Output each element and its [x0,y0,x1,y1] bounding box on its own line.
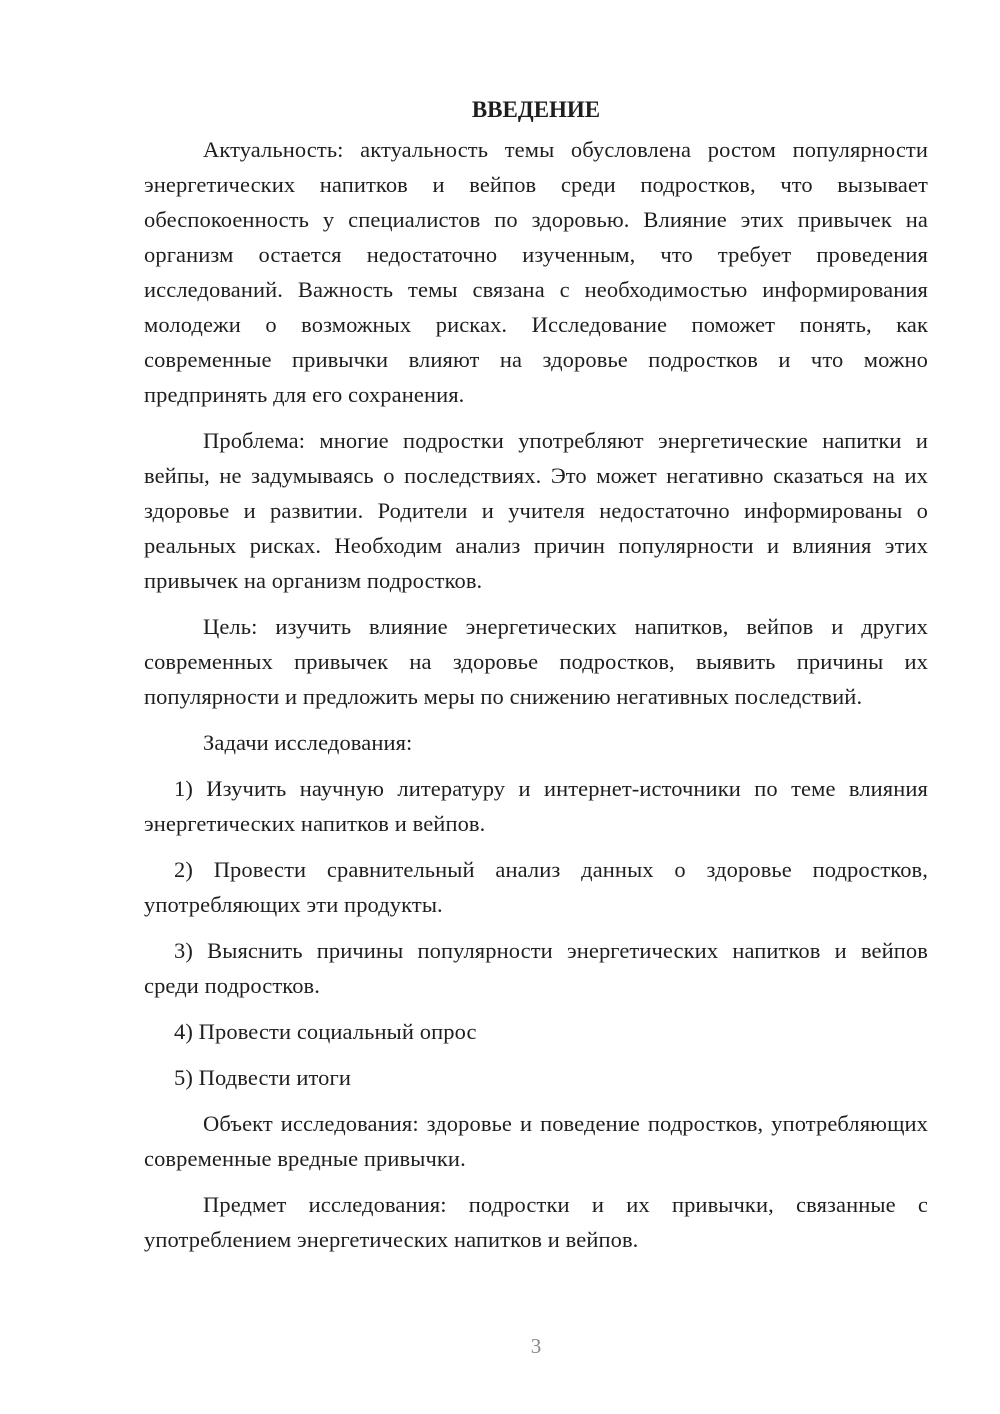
task-item: 4) Провести социальный опрос [174,1019,477,1044]
task-item: 2) Провести сравнительный анализ данных о здоровье подростков, употребляющих эти продукты. [144,857,928,917]
tasks-heading: Задачи исследования: [203,730,413,755]
task-item: 3) Выяснить причины популярности энергетических напитков и вейпов среди подростков. [144,938,928,998]
goal-paragraph: Цель: изучить влияние энергетических напитков, вейпов и других современных привычек на здоровье подростков, выявить причины их популярности и предложить меры по снижению негативных последствий. [144,614,928,709]
relevance-paragraph: Актуальность: актуальность темы обусловлена ростом популярности энергетических напитков и вейпов среди подростков, что вызывает обеспокоенность у специалистов по здоровью. Влияние этих привычек на организм остается недостаточно изученным, что требует проведения исследований. Важность темы связана с необходимостью информирования молодежи о возможных рисках. Исследование поможет понять, как современные привычки влияют на здоровье подростков и что можно предпринять для его сохранения. [144,137,928,407]
problem-paragraph: Проблема: многие подростки употребляют энергетические напитки и вейпы, не задумываясь о последствиях. Это может негативно сказаться на их здоровье и развитии. Родители и учителя недостаточно информированы о реальных рисках. Необходим анализ причин популярности и влияния этих привычек на организм подростков. [144,428,928,593]
task-item: 5) Подвести итоги [174,1065,351,1090]
page-number: 3 [530,1334,542,1358]
task-item: 1) Изучить научную литературу и интернет-источники по теме влияния энергетических напитков и вейпов. [144,776,928,836]
page-content [144,94,928,1268]
section-title: ВВЕДЕНИЕ [471,97,601,122]
subject-paragraph: Предмет исследования: подростки и их привычки, связанные с употреблением энергетических напитков и вейпов. [144,1192,928,1252]
object-paragraph: Объект исследования: здоровье и поведение подростков, употребляющих современные вредные привычки. [144,1111,928,1171]
